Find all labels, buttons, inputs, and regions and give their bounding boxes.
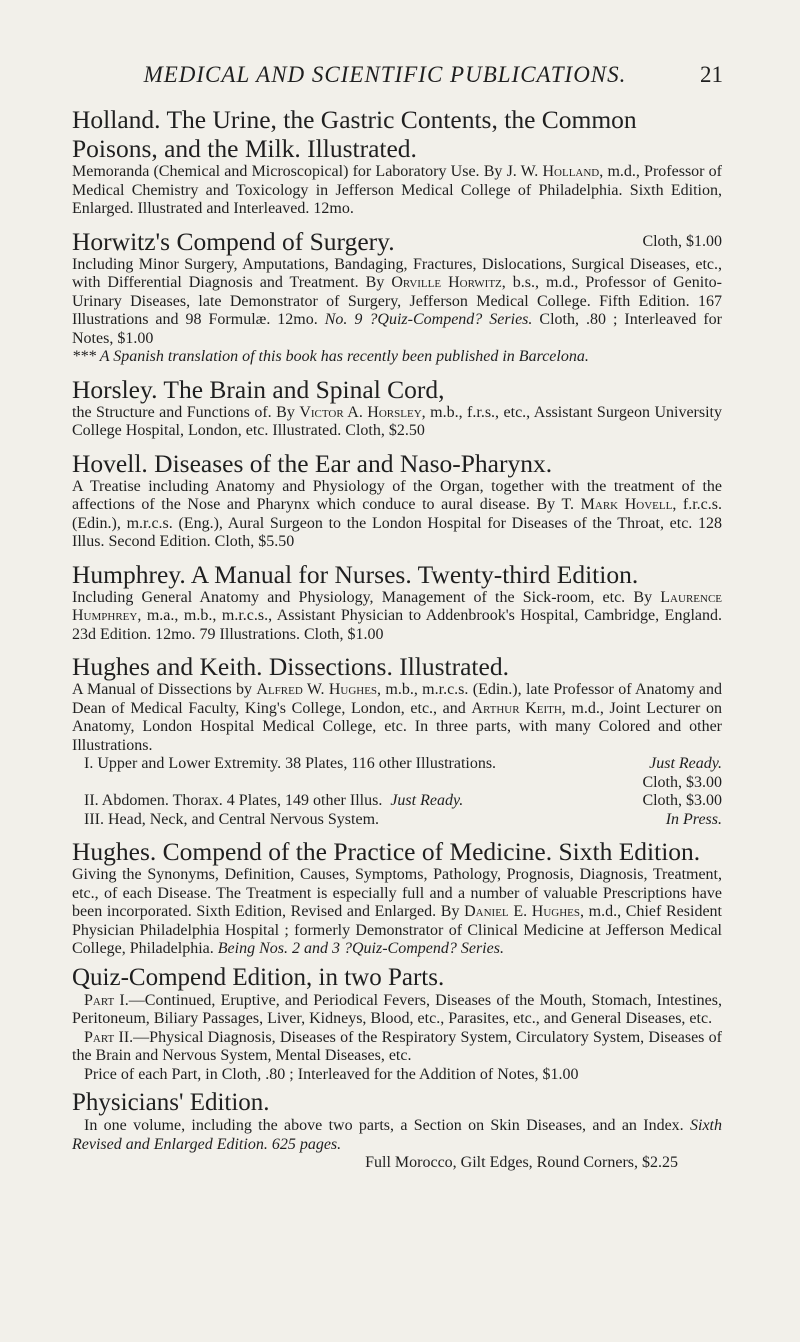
entry-title-horsley: Horsley. The Brain and Spinal Cord,	[72, 374, 445, 404]
author-name: Mark Hovell	[580, 496, 673, 513]
quiz-compend-title: Quiz-Compend Edition, in two Parts.	[72, 963, 445, 991]
entry-note-horwitz: *** A Spanish translation of this book has recently been published in Barcelona.	[72, 348, 589, 365]
entry-body-hughes: Giving the Synonyms, Definition, Causes, Symptoms, Pathology, Prognosis, Diagnosis, Treatment, etc., of each Disease. The Treatment is especially full and a number of valuable Prescriptions have been incorporated. Sixth Edition, Revised and Enlarged. By Daniel E. Hughes, m.d., Chief Resident Physician Philadelphia Hospital ; formerly Demonstrator of Clinical Medicine at Jefferson Medical College, Philadelphia. Being Nos. 2 and 3 ?Quiz-Compend? Series.	[72, 866, 722, 957]
physicians-edition-body: In one volume, including the above two parts, a Section on Skin Diseases, and an Index. Sixth Revised and Enlarged Edition. 625 pages.	[72, 1117, 722, 1153]
entry-body-holland: Memoranda (Chemical and Microscopical) for Laboratory Use. By J. W. Holland, m.d., Professor of Medical Chemistry and Toxicology in Jefferson Medical College of Philadelphia. Sixth Edition, Enlarged. Illustrated and Interleaved. 12mo.	[72, 163, 722, 217]
entry-title-hughes-keith: Hughes and Keith. Dissections. Illustrated.	[72, 652, 509, 681]
entry-title-hovell: Hovell. Diseases of the Ear and Naso-Pharynx.	[72, 448, 553, 478]
author-name: Holland	[542, 163, 600, 180]
part-line-2: II. Abdomen. Thorax. 4 Plates, 149 other Illus. Just Ready. Cloth, $3.00	[84, 792, 722, 809]
author-name: Victor A. Horsley	[299, 403, 422, 421]
author-name: Arthur Keith	[471, 699, 562, 717]
author-name: Orville Horwitz	[391, 274, 502, 291]
author-name: Alfred W. Hughes	[256, 681, 378, 698]
part-line-1-price: Cloth, $3.00	[642, 773, 722, 791]
physicians-edition-price: Full Morocco, Gilt Edges, Round Corners, $2.25	[365, 1154, 678, 1171]
entry-title-humphrey: Humphrey. A Manual for Nurses. Twenty-third Edition.	[72, 559, 639, 589]
page-number: 21	[700, 62, 723, 87]
entry-title-horwitz: Horwitz's Compend of Surgery. Cloth, $1.00	[72, 226, 722, 256]
catalog-entries	[72, 105, 722, 1173]
quiz-part-1: Part I.—Continued, Eruptive, and Periodical Fevers, Diseases of the Mouth, Stomach, Intestines, Peritoneum, Biliary Passages, Liver, Kidneys, Blood, etc., Parasites, etc., and General Diseases, etc.	[72, 991, 722, 1027]
entry-title-hughes: Hughes. Compend of the Practice of Medicine. Sixth Edition.	[72, 837, 701, 866]
entry-body-hughes-keith: A Manual of Dissections by Alfred W. Hughes, m.b., m.r.c.s. (Edin.), late Professor of Anatomy and Dean of Medical Faculty, King's College, London, etc., and Arthur Keith, m.d., Joint Lecturer on Anatomy, London Hospital Medical College, etc. In three parts, with many Colored and other Illustrations.	[72, 681, 722, 754]
entry-body-hovell: A Treatise including Anatomy and Physiology of the Organ, together with the treatment of the affections of the Nose and Pharynx which conduce to aural disease. By T. Mark Hovell, f.r.c.s. (Edin.), m.r.c.s. (Eng.), Aural Surgeon to the London Hospital for Diseases of the Throat, etc. 128 Illus. Second Edition. Cloth, $5.50	[72, 477, 723, 550]
price: Cloth, $1.00	[642, 232, 722, 250]
entry-body-horwitz: Including Minor Surgery, Amputations, Bandaging, Fractures, Dislocations, Surgical Diseases, etc., with Differential Diagnosis and Treatment. By Orville Horwitz, b.s., m.d., Professor of Genito-Urinary Diseases, late Demonstrator of Surgery, Jefferson Medical College. Fifth Edition. 167 Illustrations and 98 Formulæ. 12mo. No. 9 ?Quiz-Compend? Series. Cloth, .80 ; Interleaved for Notes, $1.00	[72, 255, 722, 347]
entry-body-horsley: the Structure and Functions of. By Victor A. Horsley, m.b., f.r.s., etc., Assistant Surgeon University College Hospital, London, etc. Illustrated. Cloth, $2.50	[72, 403, 722, 439]
running-head: MEDICAL AND SCIENTIFIC PUBLICATIONS.	[143, 62, 627, 87]
physicians-edition-title: Physicians' Edition.	[72, 1089, 270, 1116]
quiz-price: Price of each Part, in Cloth, .80 ; Interleaved for the Addition of Notes, $1.00	[84, 1065, 579, 1083]
part-line-1: I. Upper and Lower Extremity. 38 Plates, 116 other Illustrations. Just Ready.	[84, 755, 722, 772]
series-name: No. 9 ?Quiz-Compend? Series.	[324, 311, 533, 328]
author-name: Daniel E. Hughes	[464, 903, 580, 920]
quiz-part-2: Part II.—Physical Diagnosis, Diseases of the Respiratory System, Circulatory System, Diseases of the Brain and Nervous System, Mental Diseases, etc.	[72, 1028, 722, 1064]
part-line-3: III. Head, Neck, and Central Nervous System. In Press.	[84, 810, 722, 828]
series-name: Being Nos. 2 and 3 ?Quiz-Compend? Series.	[217, 940, 504, 957]
author-name: Laurence Humphrey	[72, 588, 722, 624]
entry-title-holland: Holland. The Urine, the Gastric Contents, the Common Poisons, and the Milk. Illustrated.	[72, 105, 637, 163]
entry-body-humphrey: Including General Anatomy and Physiology, Management of the Sick-room, etc. By Laurence Humphrey, m.a., m.b., m.r.c.s., Assistant Physician to Addenbrook's Hospital, Cambridge, England. 23d Edition. 12mo. 79 Illustrations. Cloth, $1.00	[72, 588, 722, 643]
